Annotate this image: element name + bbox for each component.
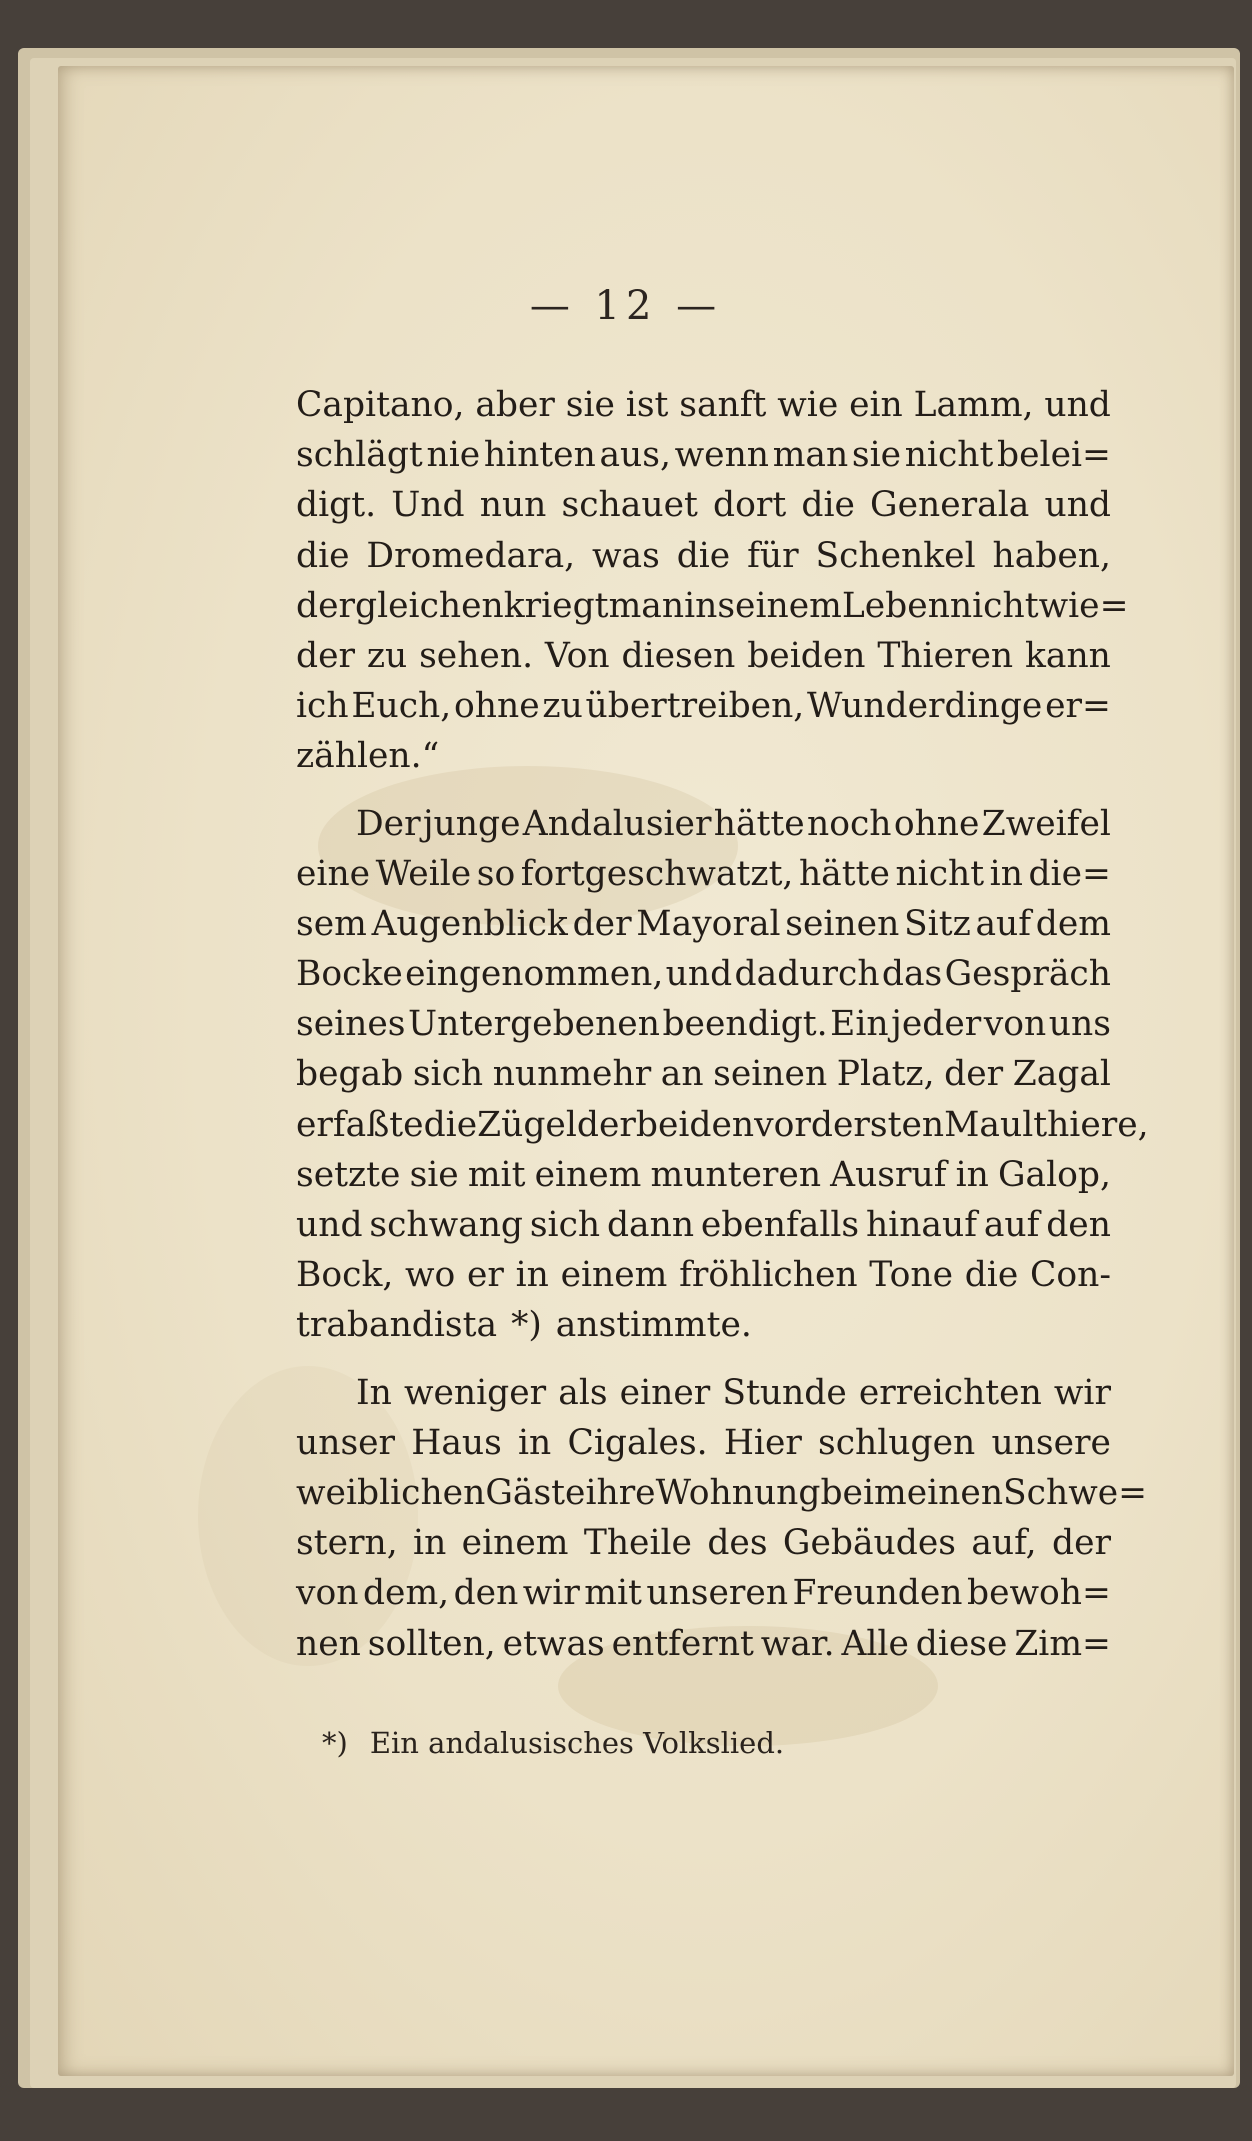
word: auf, bbox=[971, 1523, 1037, 1564]
word: wo bbox=[405, 1255, 456, 1296]
word: Cigales. bbox=[567, 1422, 708, 1463]
word: er bbox=[467, 1255, 504, 1296]
text-line bbox=[296, 949, 1111, 999]
word: beiden bbox=[747, 635, 866, 676]
word: Stunde bbox=[722, 1372, 847, 1413]
word: Wunderdinge bbox=[807, 686, 1043, 727]
word: von bbox=[983, 1004, 1047, 1045]
word: schwang bbox=[369, 1205, 524, 1245]
text-line bbox=[296, 430, 1111, 480]
footnote-marker: *) bbox=[322, 1726, 348, 1760]
word: ohne bbox=[454, 686, 540, 727]
text-line bbox=[296, 1049, 1111, 1099]
word: diese bbox=[915, 1623, 1008, 1664]
word: die bbox=[676, 535, 731, 576]
text-line bbox=[296, 1619, 1111, 1669]
footnote bbox=[322, 1726, 784, 1760]
text-line bbox=[296, 581, 1129, 631]
word: belei= bbox=[997, 435, 1111, 476]
word: den bbox=[453, 1573, 519, 1614]
word: setzte bbox=[296, 1154, 401, 1195]
word: wenn bbox=[674, 435, 770, 476]
word: einer bbox=[619, 1372, 711, 1413]
text-line bbox=[296, 631, 1111, 681]
word: er= bbox=[1045, 686, 1111, 727]
text-line bbox=[296, 731, 1111, 781]
word: dem bbox=[1035, 903, 1111, 944]
word: haben, bbox=[992, 535, 1111, 576]
word: war. bbox=[760, 1623, 835, 1664]
word: Sitz bbox=[904, 903, 971, 944]
word: erfaßte bbox=[296, 1104, 424, 1145]
word: Haus bbox=[411, 1422, 502, 1463]
word: unser bbox=[296, 1422, 396, 1463]
word: in bbox=[955, 1154, 989, 1195]
word: übertreiben, bbox=[585, 686, 805, 727]
word: in bbox=[413, 1523, 447, 1564]
word: Schenkel bbox=[815, 535, 976, 576]
word: man bbox=[772, 435, 849, 476]
text-line bbox=[296, 1518, 1111, 1568]
text-line bbox=[296, 849, 1111, 899]
word: die= bbox=[1028, 853, 1111, 894]
word: für bbox=[747, 535, 799, 576]
word: sehen. bbox=[419, 635, 534, 676]
page-number: — 12 — bbox=[529, 283, 723, 329]
word: anstimmte. bbox=[555, 1305, 752, 1346]
word: hätte bbox=[713, 803, 805, 844]
word: wir bbox=[522, 1573, 580, 1614]
word: und bbox=[1044, 385, 1111, 425]
word: sich bbox=[412, 1054, 484, 1095]
word: entfernt bbox=[611, 1623, 754, 1664]
word: was bbox=[592, 535, 660, 576]
word: *) bbox=[511, 1305, 542, 1346]
word: Galop, bbox=[997, 1154, 1111, 1195]
word: aus, bbox=[599, 435, 671, 476]
word: weiblichen bbox=[296, 1472, 486, 1513]
word: Zim= bbox=[1014, 1623, 1111, 1664]
word: schlägt bbox=[296, 435, 423, 476]
word: Hier bbox=[723, 1422, 802, 1463]
word: und bbox=[665, 954, 733, 995]
word: auf bbox=[975, 903, 1032, 944]
text-line bbox=[296, 681, 1111, 731]
word: eingenommen, bbox=[405, 954, 664, 995]
word: Theile bbox=[583, 1523, 692, 1564]
word: mit bbox=[467, 1154, 526, 1195]
word: des bbox=[707, 1523, 768, 1564]
text-line bbox=[296, 1468, 1148, 1518]
word: meinen bbox=[874, 1472, 1004, 1513]
word: ist bbox=[625, 385, 669, 425]
word: fortgeschwatzt, bbox=[520, 853, 794, 894]
word: der bbox=[944, 1054, 1004, 1095]
word: Ein bbox=[830, 1004, 889, 1045]
word: und bbox=[1044, 485, 1111, 526]
word: Dromedara, bbox=[366, 535, 576, 576]
word: vordersten bbox=[754, 1104, 945, 1145]
word: Lamm, bbox=[913, 385, 1034, 425]
paragraph-gap bbox=[296, 1351, 1111, 1368]
word: etwas bbox=[502, 1623, 605, 1664]
word: Zweifel bbox=[981, 803, 1111, 844]
word: beendigt. bbox=[662, 1004, 828, 1045]
text-line bbox=[296, 1250, 1111, 1300]
word: noch bbox=[806, 803, 892, 844]
word: ihre bbox=[585, 1472, 656, 1513]
word: zählen.“ bbox=[296, 736, 440, 777]
word: trabandista bbox=[296, 1305, 498, 1346]
word: seinen bbox=[713, 1054, 828, 1095]
word: auf bbox=[983, 1205, 1040, 1245]
text-line bbox=[296, 1368, 1111, 1418]
word: aber bbox=[475, 385, 555, 425]
word: sie bbox=[851, 435, 902, 476]
word: einem bbox=[560, 1255, 668, 1296]
word: jeder bbox=[891, 1004, 982, 1045]
word: sollten, bbox=[367, 1623, 496, 1664]
word: Thieren bbox=[877, 635, 1014, 676]
word: Leben bbox=[841, 585, 950, 626]
word: sem bbox=[296, 903, 367, 944]
word: nunmehr bbox=[492, 1054, 652, 1095]
word: kriegt bbox=[503, 585, 609, 626]
word: als bbox=[558, 1372, 608, 1413]
text-line bbox=[296, 1300, 1111, 1350]
word: fröhlichen bbox=[679, 1255, 858, 1296]
word: Der bbox=[356, 803, 421, 844]
word: digt. bbox=[296, 485, 377, 526]
footnote-text: Ein andalusisches Volkslied. bbox=[369, 1726, 785, 1760]
word: wie bbox=[777, 385, 839, 425]
word: dergleichen bbox=[296, 585, 504, 626]
text-line bbox=[296, 1568, 1111, 1618]
word: in bbox=[684, 585, 718, 626]
text-line bbox=[296, 999, 1111, 1049]
text-line bbox=[296, 531, 1111, 581]
text-line bbox=[296, 1100, 1149, 1150]
word: Gebäudes bbox=[782, 1523, 956, 1564]
word: eine bbox=[296, 853, 371, 894]
word: wie= bbox=[1038, 585, 1129, 626]
word: Andalusier bbox=[522, 803, 712, 844]
word: ein bbox=[849, 385, 903, 425]
text-line bbox=[296, 1418, 1111, 1468]
word: einem bbox=[534, 1154, 642, 1195]
word: dadurch bbox=[734, 954, 880, 995]
word: unsere bbox=[991, 1422, 1111, 1463]
word: Freunden bbox=[792, 1573, 963, 1614]
word: Wohnung bbox=[655, 1472, 821, 1513]
word: Euch, bbox=[351, 686, 452, 727]
word: Platz, bbox=[836, 1054, 935, 1095]
body-text bbox=[296, 380, 1149, 1669]
word: Gäste bbox=[485, 1472, 586, 1513]
word: seines bbox=[296, 1004, 406, 1045]
word: so bbox=[476, 853, 516, 894]
word: den bbox=[1046, 1205, 1111, 1245]
word: uns bbox=[1048, 1004, 1111, 1045]
word: der bbox=[1051, 1523, 1111, 1564]
word: hätte bbox=[798, 853, 890, 894]
word: junge bbox=[422, 803, 521, 844]
word: Mayoral bbox=[636, 903, 781, 944]
word: munteren bbox=[650, 1154, 822, 1195]
word: nicht bbox=[949, 585, 1039, 626]
word: Ausruf bbox=[830, 1154, 947, 1195]
word: dann bbox=[606, 1205, 695, 1245]
word: nie bbox=[426, 435, 481, 476]
word: Bock, bbox=[296, 1255, 394, 1296]
word: in bbox=[518, 1422, 552, 1463]
word: zu bbox=[542, 686, 583, 727]
word: mit bbox=[584, 1573, 642, 1614]
word: beiden bbox=[635, 1104, 755, 1145]
word: diesen bbox=[621, 635, 736, 676]
paragraph-gap bbox=[296, 782, 1111, 799]
word: der bbox=[572, 903, 632, 944]
word: wir bbox=[1053, 1372, 1111, 1413]
word: man bbox=[608, 585, 685, 626]
word: kann bbox=[1024, 635, 1111, 676]
word: unseren bbox=[646, 1573, 789, 1614]
word: der bbox=[576, 1104, 636, 1145]
word: Con- bbox=[1029, 1255, 1111, 1296]
word: hinauf bbox=[865, 1205, 977, 1245]
word: die bbox=[296, 535, 350, 576]
word: bei bbox=[820, 1472, 875, 1513]
word: dort bbox=[713, 485, 787, 526]
word: In bbox=[356, 1372, 392, 1413]
word: nicht bbox=[904, 435, 994, 476]
word: zu bbox=[366, 635, 408, 676]
word: Weile bbox=[375, 853, 472, 894]
word: sich bbox=[529, 1205, 601, 1245]
word: Und bbox=[391, 485, 465, 526]
word: nun bbox=[479, 485, 547, 526]
word: Zügel bbox=[477, 1104, 577, 1145]
word: die bbox=[801, 485, 855, 526]
word: Generala bbox=[870, 485, 1030, 526]
text-line bbox=[296, 899, 1111, 949]
word: seinem bbox=[717, 585, 842, 626]
word: schlugen bbox=[818, 1422, 976, 1463]
word: ich bbox=[296, 686, 349, 727]
word: dem, bbox=[362, 1573, 450, 1614]
word: die bbox=[423, 1104, 478, 1145]
word: der bbox=[296, 635, 355, 676]
word: einem bbox=[461, 1523, 569, 1564]
word: sie bbox=[565, 385, 615, 425]
word: Augenblick bbox=[371, 903, 568, 944]
word: Bocke bbox=[296, 954, 403, 995]
text-line bbox=[296, 380, 1111, 430]
word: stern, bbox=[296, 1523, 398, 1564]
word: und bbox=[296, 1205, 363, 1245]
word: die bbox=[964, 1255, 1019, 1296]
word: hinten bbox=[483, 435, 596, 476]
word: Gespräch bbox=[944, 954, 1111, 995]
word: in bbox=[515, 1255, 549, 1296]
word: an bbox=[660, 1054, 704, 1095]
word: ohne bbox=[893, 803, 980, 844]
word: begab bbox=[296, 1054, 404, 1095]
word: Zagal bbox=[1012, 1054, 1111, 1095]
word: weniger bbox=[403, 1372, 547, 1413]
word: nicht bbox=[895, 853, 985, 894]
word: Alle bbox=[841, 1623, 909, 1664]
text-line bbox=[296, 480, 1111, 530]
word: Von bbox=[544, 635, 610, 676]
text-line bbox=[296, 1150, 1111, 1200]
word: Capitano, bbox=[296, 385, 465, 425]
word: von bbox=[296, 1573, 359, 1614]
word: Maulthiere, bbox=[944, 1104, 1149, 1145]
word: Schwe= bbox=[1003, 1472, 1148, 1513]
word: seinen bbox=[785, 903, 900, 944]
word: Untergebenen bbox=[408, 1004, 660, 1045]
word: bewoh= bbox=[966, 1573, 1111, 1614]
word: nen bbox=[296, 1623, 361, 1664]
word: erreichten bbox=[858, 1372, 1042, 1413]
word: ebenfalls bbox=[700, 1205, 860, 1245]
text-line bbox=[296, 1200, 1111, 1250]
text-line bbox=[296, 799, 1111, 849]
word: sie bbox=[409, 1154, 459, 1195]
word: in bbox=[989, 853, 1023, 894]
word: schauet bbox=[561, 485, 698, 526]
word: Tone bbox=[869, 1255, 954, 1296]
word: sanft bbox=[679, 385, 767, 425]
word: das bbox=[881, 954, 943, 995]
